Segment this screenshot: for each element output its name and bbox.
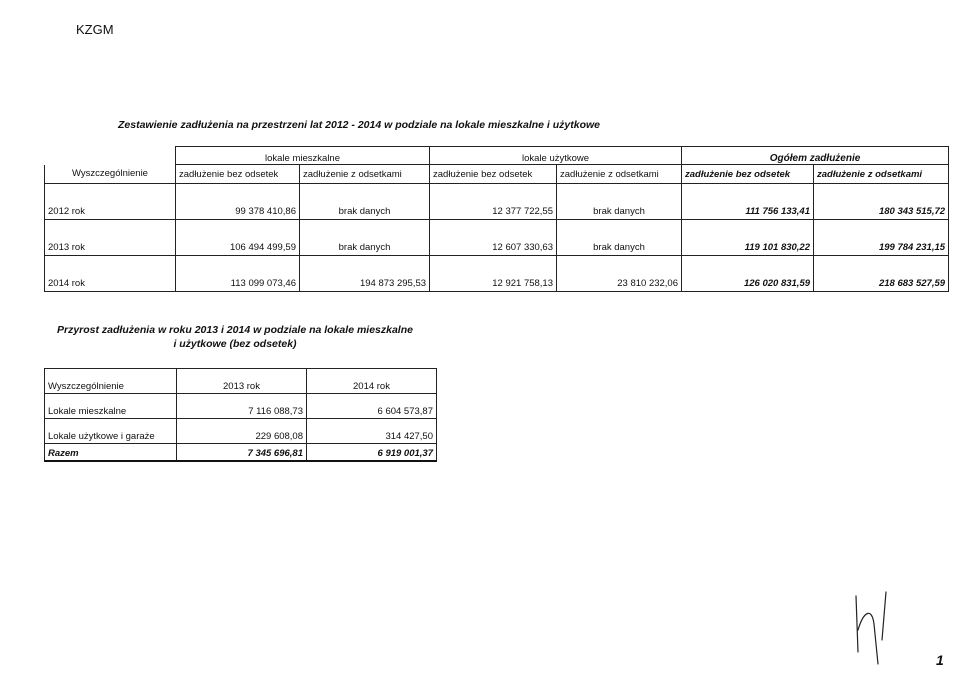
debt-growth-table	[44, 368, 437, 462]
row-label: 2013 rok	[45, 220, 176, 256]
subheader: zadłużenie z odsetkami	[300, 165, 430, 184]
table-cell: brak danych	[557, 184, 682, 220]
table-cell: 12 921 758,13	[430, 256, 557, 292]
group-header-residential: lokale mieszkalne	[176, 147, 430, 165]
table-cell: 23 810 232,06	[557, 256, 682, 292]
table-cell: 218 683 527,59	[814, 256, 949, 292]
header-cell: 2013 rok	[177, 369, 307, 394]
table-cell: 106 494 499,59	[176, 220, 300, 256]
table-cell: brak danych	[300, 220, 430, 256]
main-table-title: Zestawienie zadłużenia na przestrzeni lat 2012 - 2014 w podziale na lokale mieszkalne i użytkowe	[118, 119, 601, 131]
debt-summary-table	[44, 146, 949, 292]
table-cell: 7 116 088,73	[177, 394, 307, 419]
table-cell: 6 604 573,87	[307, 394, 437, 419]
table-cell: brak danych	[557, 220, 682, 256]
page-number: 1	[936, 652, 944, 668]
table-subheader-row	[45, 165, 949, 184]
handwritten-signature	[846, 590, 896, 670]
table-cell: 6 919 001,37	[307, 444, 437, 462]
table-cell: 113 099 073,46	[176, 256, 300, 292]
subheader: zadłużenie z odsetkami	[557, 165, 682, 184]
table-cell: 111 756 133,41	[682, 184, 814, 220]
table-row	[45, 184, 949, 220]
table-cell: 119 101 830,22	[682, 220, 814, 256]
total-row	[45, 444, 437, 462]
table-cell: 99 378 410,86	[176, 184, 300, 220]
second-table-title	[0, 323, 470, 351]
group-header-total: Ogółem zadłużenie	[682, 147, 949, 165]
row-label: 2014 rok	[45, 256, 176, 292]
table-group-header-row	[45, 147, 949, 165]
table-cell: 194 873 295,53	[300, 256, 430, 292]
table-cell: 314 427,50	[307, 419, 437, 444]
header-cell: 2014 rok	[307, 369, 437, 394]
subheader: zadłużenie bez odsetek	[682, 165, 814, 184]
table-cell: 12 377 722,55	[430, 184, 557, 220]
second-title-line: Przyrost zadłużenia w roku 2013 i 2014 w podziale na lokale mieszkalne	[57, 324, 413, 336]
subheader: zadłużenie z odsetkami	[814, 165, 949, 184]
table-row	[45, 256, 949, 292]
table-cell: 126 020 831,59	[682, 256, 814, 292]
header-cell: Wyszczególnienie	[45, 369, 177, 394]
second-title-line: i użytkowe (bez odsetek)	[173, 338, 297, 350]
organization-name: KZGM	[76, 22, 114, 37]
table-row	[45, 394, 437, 419]
row-header-label: Wyszczególnienie	[45, 165, 176, 184]
subheader: zadłużenie bez odsetek	[430, 165, 557, 184]
table-row	[45, 419, 437, 444]
table-cell: 199 784 231,15	[814, 220, 949, 256]
table-cell: brak danych	[300, 184, 430, 220]
table-cell: 180 343 515,72	[814, 184, 949, 220]
row-label: 2012 rok	[45, 184, 176, 220]
group-header-commercial: lokale użytkowe	[430, 147, 682, 165]
table-cell: 7 345 696,81	[177, 444, 307, 462]
row-label: Razem	[45, 444, 177, 462]
table-cell: 12 607 330,63	[430, 220, 557, 256]
table-row	[45, 220, 949, 256]
table-cell: 229 608,08	[177, 419, 307, 444]
row-label: Lokale użytkowe i garaże	[45, 419, 177, 444]
table-header-row	[45, 369, 437, 394]
subheader: zadłużenie bez odsetek	[176, 165, 300, 184]
row-label: Lokale mieszkalne	[45, 394, 177, 419]
